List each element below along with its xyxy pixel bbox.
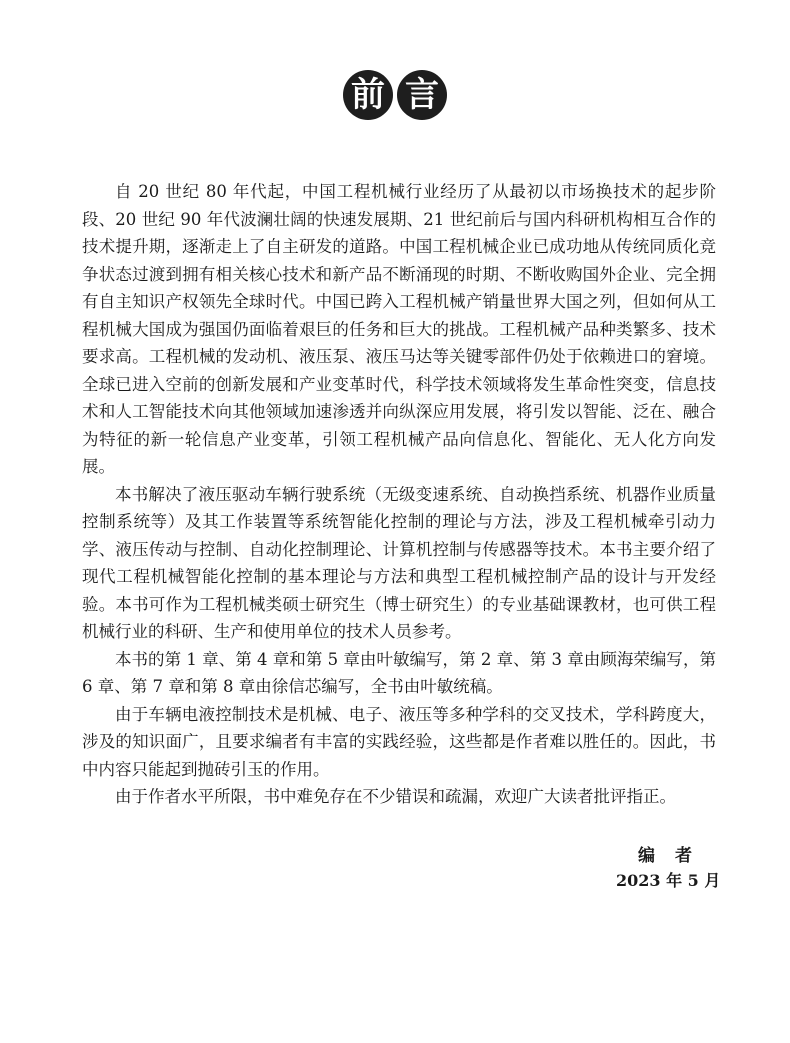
preface-body (82, 178, 716, 811)
signature-date: 2023 年 5 月 (616, 871, 721, 890)
title-char-circle: 言 (397, 70, 447, 120)
paragraph: 由于车辆电液控制技术是机械、电子、液压等多种学科的交叉技术，学科跨度大，涉及的知识面广，且要求编者有丰富的实践经验，这些都是作者难以胜任的。因此，书中内容只能起到抛砖引玉的作用。 (82, 704, 716, 779)
signature-author: 编者 (638, 846, 712, 866)
paragraph: 本书解决了液压驱动车辆行驶系统（无级变速系统、自动换挡系统、机器作业质量控制系统等）及其工作装置等系统智能化控制的理论与方法，涉及工程机械牵引动力学、液压传动与控制、自动化控制理论、计算机控制与传感器等技术。本书主要介绍了现代工程机械智能化控制的基本理论与方法和典型工程机械控制产品的设计与开发经验。本书可作为工程机械类硕士研究生（博士研究生）的专业基础课教材，也可供工程机械行业的科研、生产和使用单位的技术人员参考。 (82, 484, 716, 641)
paragraph: 由于作者水平所限，书中难免存在不少错误和疏漏，欢迎广大读者批评指正。 (115, 787, 676, 806)
preface-title (0, 70, 790, 120)
paragraph: 自 20 世纪 80 年代起，中国工程机械行业经历了从最初以市场换技术的起步阶段、20 世纪 90 年代波澜壮阔的快速发展期、21 世纪前后与国内科研机构相互合作的技术提升期，逐渐走上了自主研发的道路。中国工程机械企业已成功地从传统同质化竞争状态过渡到拥有相关核心技术和新产品不断涌现的时期、不断收购国外企业、完全拥有自主知识产权领先全球时代。中国已跨入工程机械产销量世界大国之列，但如何从工程机械大国成为强国仍面临着艰巨的任务和巨大的挑战。工程机械产品种类繁多、技术要求高。工程机械的发动机、液压泵、液压马达等关键零部件仍处于依赖进口的窘境。全球已进入空前的创新发展和产业变革时代，科学技术领域将发生革命性突变，信息技术和人工智能技术向其他领域加速渗透并向纵深应用发展，将引发以智能、泛在、融合为特征的新一轮信息产业变革，引领工程机械产品向信息化、智能化、无人化方向发展。 (82, 182, 716, 476)
title-char-circle: 前 (343, 70, 393, 120)
paragraph: 本书的第 1 章、第 4 章和第 5 章由叶敏编写，第 2 章、第 3 章由顾海荣编写，第 6 章、第 7 章和第 8 章由徐信芯编写，全书由叶敏统稿。 (82, 649, 716, 696)
